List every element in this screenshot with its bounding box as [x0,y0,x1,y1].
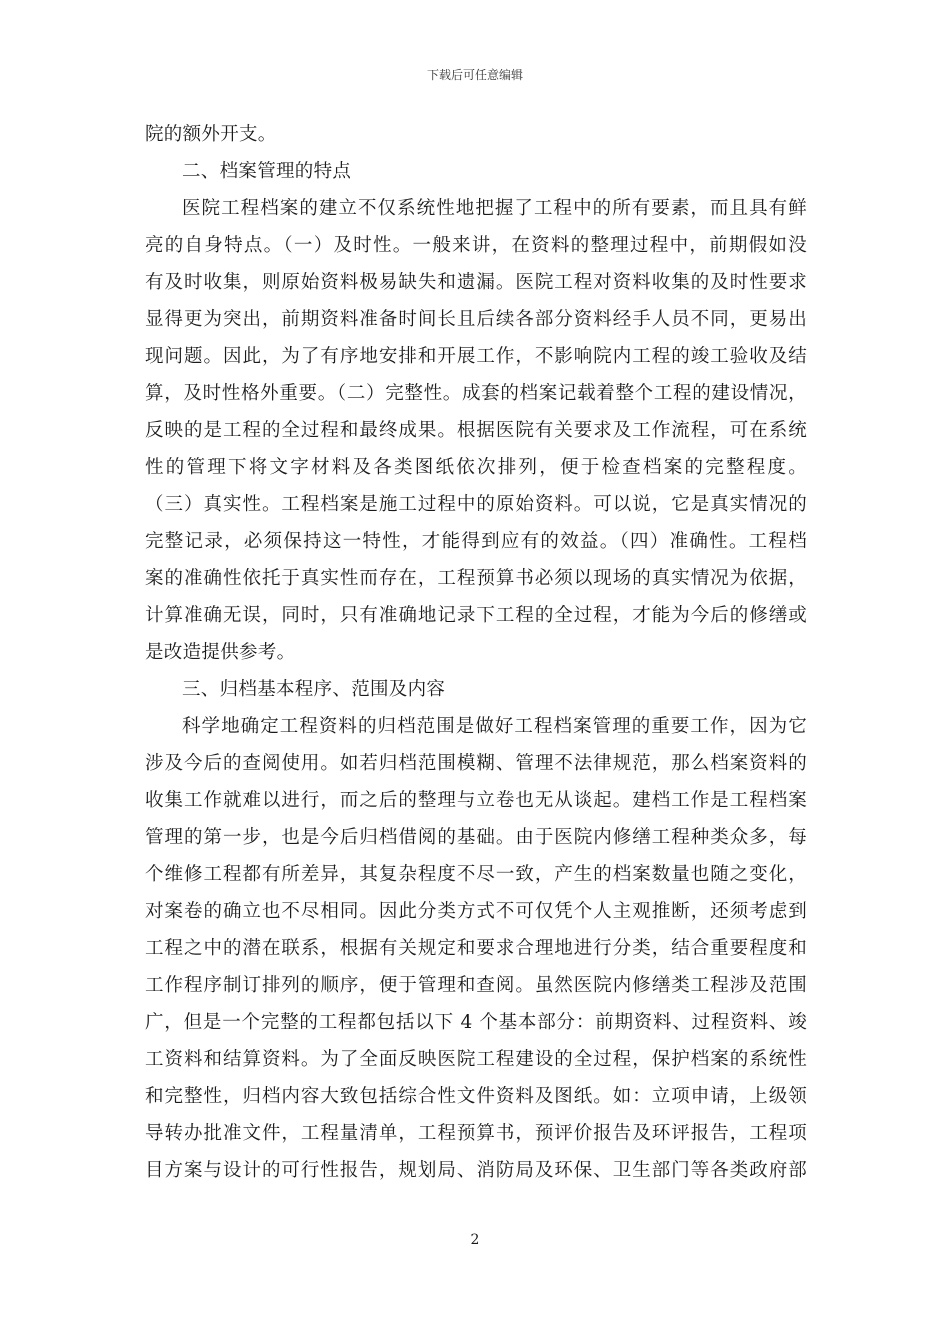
text-line: 现问题。因此，为了有序地安排和开展工作，不影响院内工程的竣工验收及结 [145,346,807,367]
text-line: 亮的自身特点。（一）及时性。一般来讲，在资料的整理过程中，前期假如没 [145,235,807,256]
text-line: 工资料和结算资料。为了全面反映医院工程建设的全过程，保护档案的系统性 [145,1049,807,1070]
text-line: 涉及今后的查阅使用。如若归档范围模糊、管理不法律规范，那么档案资料的 [145,753,807,774]
text-line: （三）真实性。工程档案是施工过程中的原始资料。可以说，它是真实情况的 [145,494,807,515]
text-line: 院的额外开支。 [145,124,277,145]
text-line: 工程之中的潜在联系，根据有关规定和要求合理地进行分类，结合重要程度和 [145,938,807,959]
text-line: 收集工作就难以进行，而之后的整理与立卷也无从谈起。建档工作是工程档案 [145,790,807,811]
text-line: 对案卷的确立也不尽相同。因此分类方式不可仅凭个人主观推断，还须考虑到 [145,901,807,922]
text-line: 案的准确性依托于真实性而存在，工程预算书必须以现场的真实情况为依据， [145,568,807,589]
text-line: 管理的第一步，也是今后归档借阅的基础。由于医院内修缮工程种类众多，每 [145,827,807,848]
text-line: 三、归档基本程序、范围及内容 [182,679,446,700]
text-line: 是改造提供参考。 [145,642,296,663]
text-line: 工作程序制订排列的顺序，便于管理和查阅。虽然医院内修缮类工程涉及范围 [145,975,807,996]
text-line: 导转办批准文件，工程量清单，工程预算书，预评价报告及环评报告，工程项 [145,1123,807,1144]
text-line: 个维修工程都有所差异，其复杂程度不尽一致，产生的档案数量也随之变化， [145,864,807,885]
page-header: 下载后可任意编辑 [426,68,523,82]
text-line: 目方案与设计的可行性报告，规划局、消防局及环保、卫生部门等各类政府部 [145,1160,807,1181]
text-line: 广，但是一个完整的工程都包括以下 4 个基本部分：前期资料、过程资料、竣 [145,1012,807,1033]
text-line: 科学地确定工程资料的归档范围是做好工程档案管理的重要工作，因为它 [182,716,807,737]
text-line: 显得更为突出，前期资料准备时间长且后续各部分资料经手人员不同，更易出 [145,309,807,330]
page-number: 2 [470,1232,480,1248]
text-line: 有及时收集，则原始资料极易缺失和遗漏。医院工程对资料收集的及时性要求 [145,272,807,293]
text-line: 和完整性，归档内容大致包括综合性文件资料及图纸。如：立项申请，上级领 [145,1086,807,1107]
text-line: 医院工程档案的建立不仅系统性地把握了工程中的所有要素，而且具有鲜 [182,198,807,219]
text-line: 计算准确无误，同时，只有准确地记录下工程的全过程，才能为今后的修缮或 [145,605,807,626]
text-line: 反映的是工程的全过程和最终成果。根据医院有关要求及工作流程，可在系统 [145,420,807,441]
text-line: 二、档案管理的特点 [182,161,352,182]
text-line: 算，及时性格外重要。（二）完整性。成套的档案记载着整个工程的建设情况， [145,383,807,404]
text-line: 完整记录，必须保持这一特性，才能得到应有的效益。（四）准确性。工程档 [145,531,807,552]
document-body [145,116,807,1189]
text-line: 性的管理下将文字材料及各类图纸依次排列，便于检查档案的完整程度。 [145,457,807,478]
